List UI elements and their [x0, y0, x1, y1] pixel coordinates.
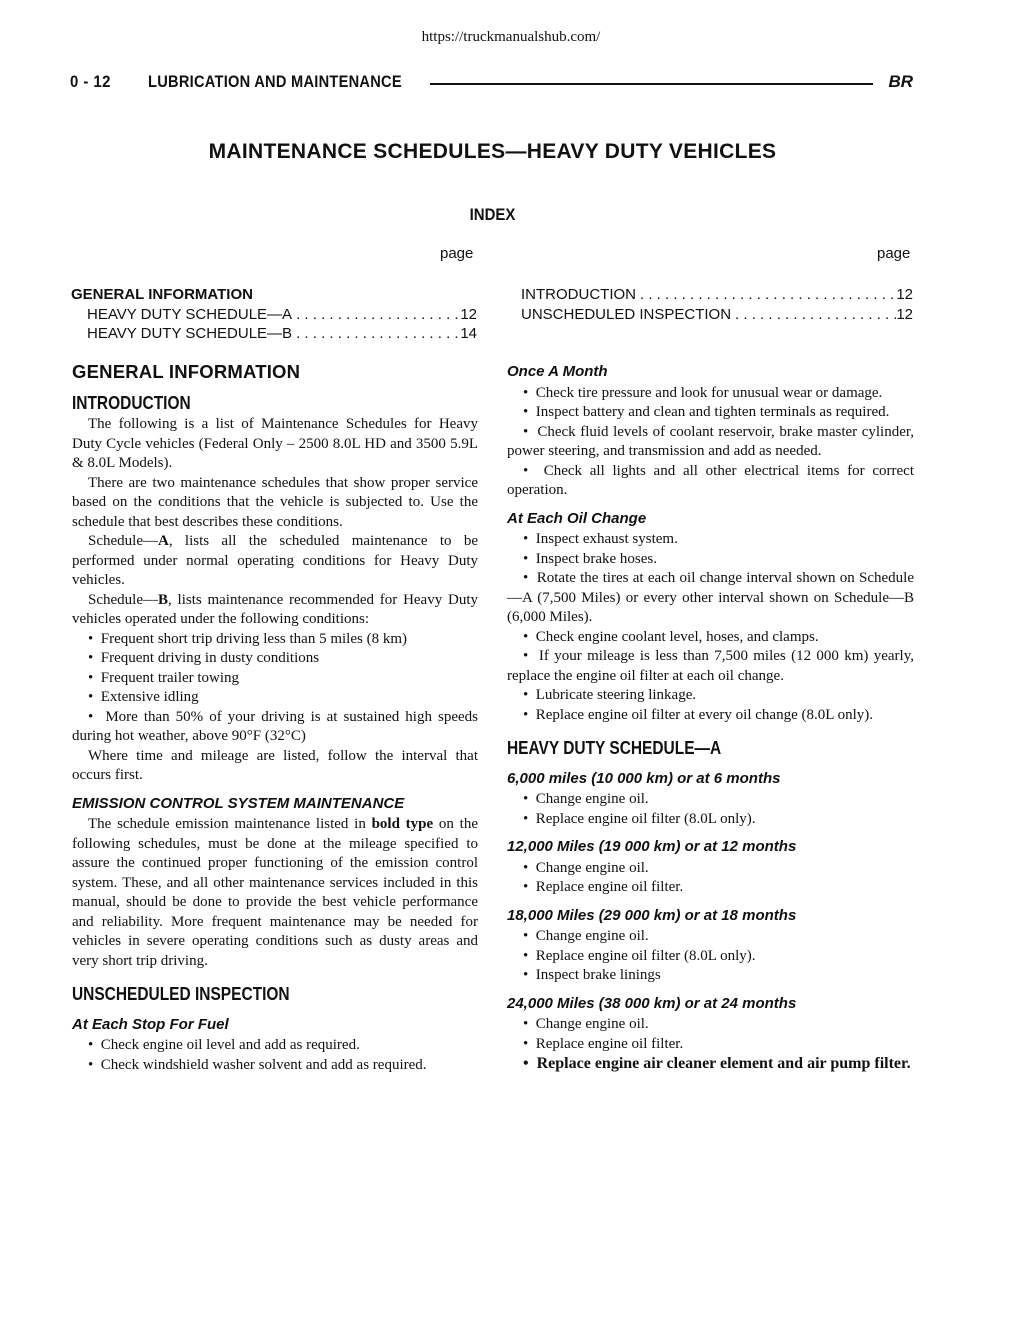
index-entry-page: 14	[460, 325, 477, 342]
leader-dots	[731, 305, 896, 325]
intro-paragraph: The following is a list of Maintenance Schedules for Heavy Duty Cycle vehicles (Federal Only – 2500 8.0L HD and 3500 5.9L & 8.0L Models).	[72, 416, 478, 471]
text-run: The schedule emission maintenance listed in	[88, 816, 372, 832]
oil-item: • If your mileage is less than 7,500 miles (12 000 km) yearly, replace the engine oil filter at each oil change.	[507, 647, 914, 686]
intro-paragraph	[72, 532, 478, 591]
introduction-heading: INTRODUCTION	[72, 392, 191, 413]
text-run: on the following schedules, must be done at the mileage specified to assure the continued proper functioning of the emission control system. These, and all other maintenance services included in this manual, should be done to provide the best vehicle performance and reliability. More frequent maintenance may be needed for vehicles in severe operating conditions such as dusty areas and very short trip driving.	[72, 816, 478, 969]
index-entry[interactable]	[71, 324, 477, 344]
condition-item: • More than 50% of your driving is at sustained high speeds during hot weather, above 90°F (32°C)	[72, 708, 478, 747]
page-number: 0 - 12	[70, 72, 111, 91]
oil-change-heading: At Each Oil Change	[507, 509, 647, 527]
index-entry-page: 12	[896, 305, 913, 323]
fuel-stop-heading: At Each Stop For Fuel	[72, 1015, 229, 1033]
general-information-heading: GENERAL INFORMATION	[72, 361, 301, 382]
bold-type-text: bold type	[371, 816, 434, 832]
index-entry-label: INTRODUCTION	[521, 286, 636, 303]
fuel-item: • Check engine oil level and add as required.	[72, 1036, 478, 1056]
condition-item: • Frequent short trip driving less than 5 miles (8 km)	[72, 630, 478, 650]
model-code: BR	[888, 72, 913, 91]
source-url: https://truckmanualshub.com/	[421, 29, 601, 45]
interval-item: • Replace engine oil filter.	[507, 878, 914, 898]
text-run: Schedule—	[88, 533, 158, 549]
index-right-column	[521, 285, 913, 324]
index-entry-label: UNSCHEDULED INSPECTION	[521, 305, 732, 323]
interval-item: • Replace engine oil filter.	[507, 1035, 914, 1055]
leader-dots	[292, 305, 460, 325]
text-run: Schedule—	[88, 591, 158, 608]
index-entry[interactable]	[71, 305, 477, 325]
index-entry-page: 12	[460, 305, 477, 323]
schedule-a-heading: HEAVY DUTY SCHEDULE—A	[507, 738, 722, 758]
leader-dots	[292, 324, 460, 344]
intro-paragraph	[72, 591, 478, 630]
condition-item: • Frequent driving in dusty conditions	[72, 649, 478, 669]
interval-heading: 6,000 miles (10 000 km) or at 6 months	[507, 769, 781, 787]
header-rule	[430, 83, 873, 85]
month-item: • Check fluid levels of coolant reservoir, brake master cylinder, power steering, and transmission and add as needed.	[507, 423, 914, 462]
fuel-item: • Check windshield washer solvent and add as required.	[72, 1056, 478, 1076]
interval-heading: 12,000 Miles (19 000 km) or at 12 months	[507, 838, 797, 855]
index-left-column	[71, 285, 477, 344]
condition-item: • Extensive idling	[72, 688, 478, 708]
text-run: , lists all the scheduled maintenance to be performed under normal operating conditions for Heavy Duty vehicles.	[72, 533, 478, 588]
schedule-letter: A	[157, 533, 169, 549]
left-column	[72, 362, 478, 1075]
interval-item: • Replace engine oil filter (8.0L only).	[507, 947, 914, 967]
interval-item: • Inspect brake linings	[507, 966, 914, 986]
interval-item: • Change engine oil.	[507, 859, 914, 879]
interval-item: • Change engine oil.	[507, 790, 914, 810]
once-a-month-heading: Once A Month	[507, 363, 608, 380]
index-heading: GENERAL INFORMATION	[71, 286, 253, 303]
oil-item: • Check engine coolant level, hoses, and clamps.	[507, 628, 914, 648]
page-header	[70, 72, 913, 96]
oil-item: • Lubricate steering linkage.	[507, 686, 914, 706]
index-entry[interactable]	[521, 285, 913, 305]
emission-paragraph	[72, 815, 478, 971]
schedule-letter: B	[157, 591, 168, 608]
month-item: • Inspect battery and clean and tighten terminals as required.	[507, 403, 914, 423]
interval-item: • Change engine oil.	[507, 927, 914, 947]
intro-paragraph: There are two maintenance schedules that show proper service based on the conditions that the vehicle is subjected to. Use the schedule that best describes these conditions.	[72, 474, 478, 530]
oil-item: • Inspect exhaust system.	[507, 530, 914, 550]
leader-dots	[636, 285, 896, 305]
index-entry-page: 12	[896, 286, 913, 303]
interval-item: • Replace engine oil filter (8.0L only).	[507, 810, 914, 830]
emission-heading: EMISSION CONTROL SYSTEM MAINTENANCE	[72, 794, 405, 812]
index-entry-label: HEAVY DUTY SCHEDULE—A	[87, 305, 293, 323]
month-item: • Check tire pressure and look for unusual wear or damage.	[507, 384, 914, 404]
emission-interval-item: • Replace engine air cleaner element and air pump filter.	[507, 1054, 914, 1074]
oil-item: • Rotate the tires at each oil change interval shown on Schedule—A (7,500 Miles) or every other interval shown on Schedule—B (6,000 Miles).	[507, 569, 914, 628]
index-entry-label: HEAVY DUTY SCHEDULE—B	[87, 325, 293, 342]
page-title: MAINTENANCE SCHEDULES—HEAVY DUTY VEHICLES	[208, 140, 777, 163]
intro-paragraph: Where time and mileage are listed, follow the interval that occurs first.	[72, 747, 478, 783]
interval-item: • Change engine oil.	[507, 1015, 914, 1035]
index-entry[interactable]	[521, 305, 913, 325]
oil-item: • Inspect brake hoses.	[507, 550, 914, 570]
month-item: • Check all lights and all other electrical items for correct operation.	[507, 462, 914, 501]
unscheduled-inspection-heading: UNSCHEDULED INSPECTION	[72, 984, 290, 1004]
index-page-label-left: page	[440, 245, 474, 262]
oil-item: • Replace engine oil filter at every oil change (8.0L only).	[507, 706, 914, 726]
condition-item: • Frequent trailer towing	[72, 669, 478, 689]
interval-heading: 18,000 Miles (29 000 km) or at 18 months	[507, 906, 797, 924]
right-column	[507, 362, 914, 1074]
interval-heading: 24,000 Miles (38 000 km) or at 24 months	[507, 994, 797, 1012]
index-title: INDEX	[469, 205, 516, 224]
index-page-label-right: page	[877, 245, 911, 262]
section-title: LUBRICATION AND MAINTENANCE	[148, 72, 402, 91]
text-run: , lists maintenance recommended for Heavy Duty vehicles operated under the following conditions:	[72, 591, 478, 627]
